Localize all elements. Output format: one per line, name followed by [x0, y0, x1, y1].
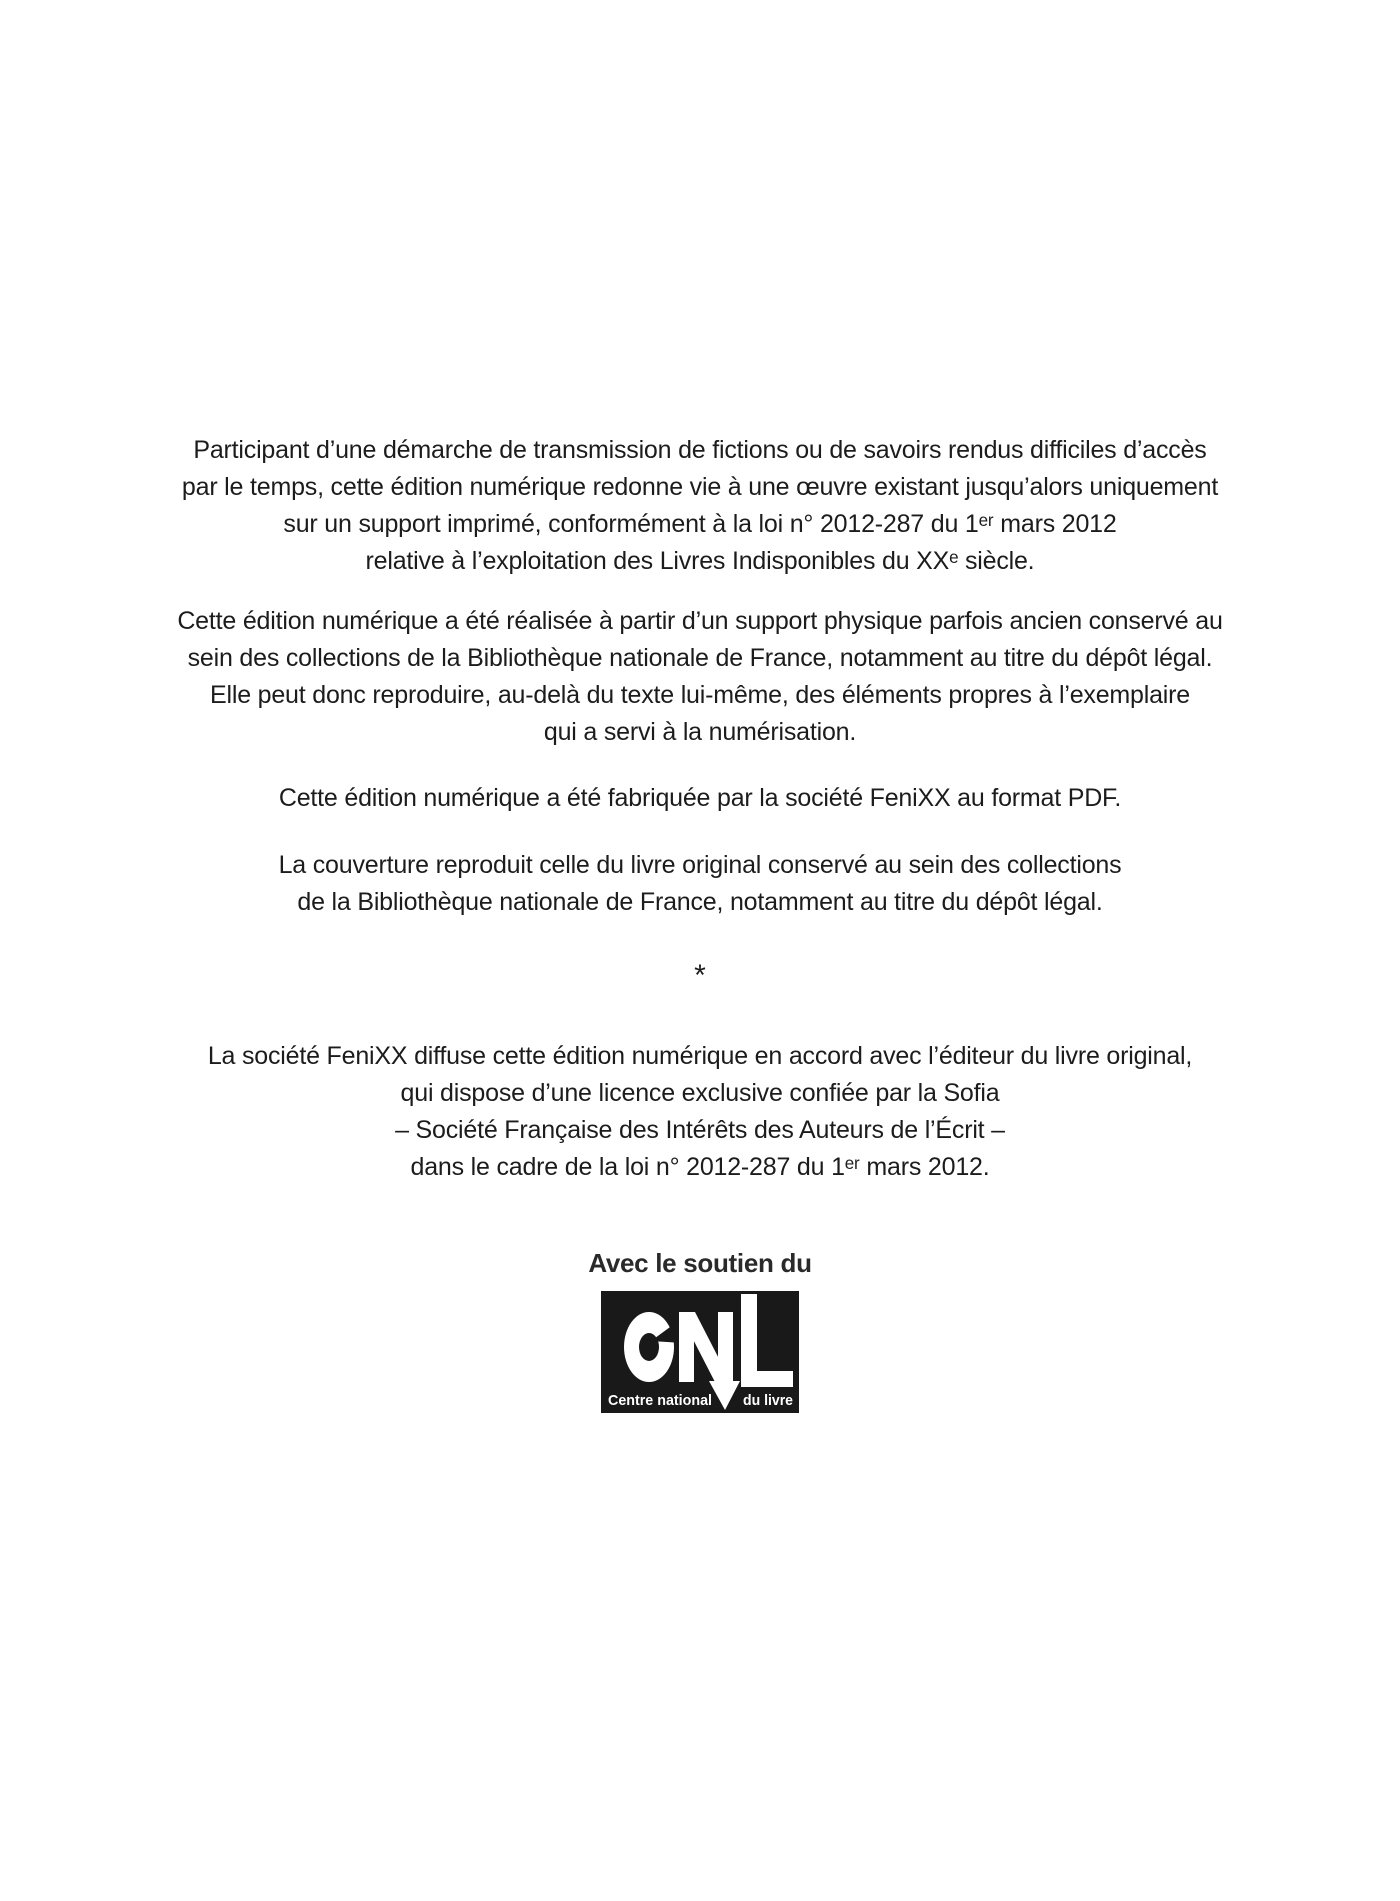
notice-paragraph-3: [0, 780, 1400, 817]
notice-line: par le temps, cette édition numérique redonne vie à une œuvre existant jusqu’alors uniquement: [181, 473, 1219, 501]
support-caption: Avec le soutien du: [588, 1248, 812, 1278]
notice-line: La couverture reproduit celle du livre original conservé au sein des collections: [278, 851, 1122, 879]
notice-line: sein des collections de la Bibliothèque nationale de France, notamment au titre du dépôt légal.: [187, 644, 1213, 672]
cnl-logo: [601, 1291, 799, 1413]
notice-line: dans le cadre de la loi n° 2012-287 du 1ᵉʳ mars 2012.: [410, 1153, 990, 1181]
notice-line: relative à l’exploitation des Livres Indisponibles du XXᵉ siècle.: [365, 547, 1035, 575]
asterisk-separator: *: [694, 959, 706, 992]
cnl-logo-container: [0, 1291, 1400, 1413]
notice-paragraph-2: [0, 603, 1400, 751]
notice-line: Cette édition numérique a été réalisée à partir d’un support physique parfois ancien conservé au: [177, 607, 1223, 635]
notice-line: de la Bibliothèque nationale de France, notamment au titre du dépôt légal.: [297, 888, 1103, 916]
notice-line: La société FeniXX diffuse cette édition numérique en accord avec l’éditeur du livre original,: [207, 1042, 1193, 1070]
notice-paragraph-1: [0, 432, 1400, 580]
notice-line: Participant d’une démarche de transmission de fictions ou de savoirs rendus difficiles d’accès: [193, 436, 1207, 464]
notice-line: qui a servi à la numérisation.: [543, 718, 857, 746]
notice-line: Cette édition numérique a été fabriquée par la société FeniXX au format PDF.: [278, 784, 1122, 812]
notice-line: – Société Française des Intérêts des Auteurs de l’Écrit –: [395, 1116, 1005, 1144]
notice-paragraph-5: [0, 1038, 1400, 1186]
notice-line: sur un support imprimé, conformément à la loi n° 2012-287 du 1ᵉʳ mars 2012: [283, 510, 1117, 538]
notice-line: qui dispose d’une licence exclusive confiée par la Sofia: [400, 1079, 1000, 1107]
notice-line: Elle peut donc reproduire, au-delà du texte lui-même, des éléments propres à l’exemplaire: [210, 681, 1190, 709]
cnl-name-right: du livre: [743, 1392, 793, 1409]
notice-paragraph-4: [0, 847, 1400, 921]
cnl-name-left: Centre national: [608, 1392, 712, 1409]
